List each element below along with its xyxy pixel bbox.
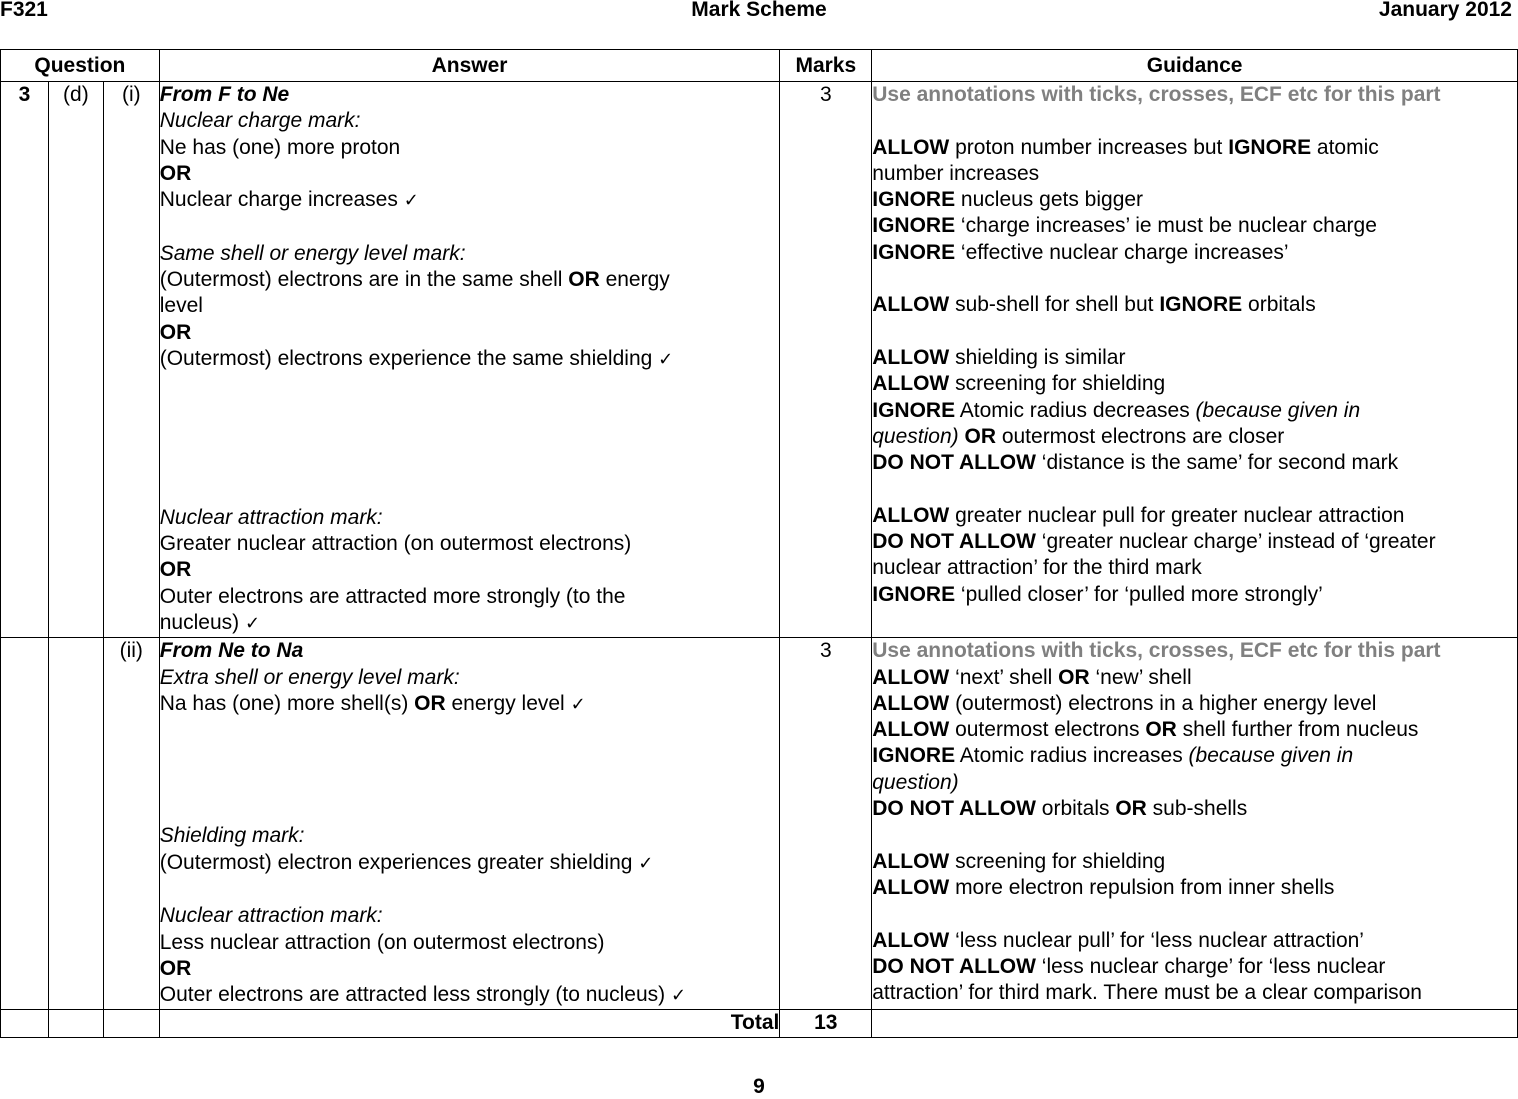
text-line	[872, 849, 1517, 875]
text-run: Na has (one) more shell(s)	[159, 691, 415, 715]
text-run: outermost electrons	[949, 718, 1146, 742]
text-run: IGNORE	[1159, 293, 1243, 317]
text-run: number increases	[872, 161, 1040, 185]
text-run: question)	[872, 770, 959, 794]
text-run: DO NOT ALLOW	[872, 797, 1036, 821]
text-line	[872, 582, 1517, 608]
question-header: Question	[1, 50, 160, 82]
table-header-row	[1, 50, 1518, 82]
text-run: OR	[159, 558, 192, 582]
text-run: Outer electrons are attracted less strongly (to nucleus)	[159, 983, 671, 1007]
text-run: ‘new’ shell	[1089, 665, 1192, 689]
text-run: (Outermost) electrons experience the same shielding	[159, 346, 659, 370]
text-run: ‘distance is the same’ for second mark	[1035, 451, 1399, 475]
text-run: OR	[159, 956, 192, 980]
text-line	[872, 503, 1517, 529]
text-line	[872, 928, 1517, 954]
text-run: Shielding mark:	[159, 824, 305, 848]
text-line	[160, 82, 780, 108]
text-line	[872, 371, 1517, 397]
text-run: greater nuclear pull for greater nuclear attraction	[949, 503, 1405, 527]
text-run: ALLOW	[872, 372, 950, 396]
text-run: DO NOT ALLOW	[872, 530, 1036, 554]
text-run: ‘less nuclear pull’ for ‘less nuclear attraction’	[949, 928, 1364, 952]
text-run: (Outermost) electron experiences greater shielding	[159, 850, 639, 874]
text-line	[160, 214, 780, 240]
text-run: ‘charge increases’ ie must be nuclear charge	[955, 214, 1377, 238]
text-line	[160, 293, 780, 319]
text-run: (because given in	[1188, 744, 1354, 768]
text-run: Outer electrons are attracted more strongly (to the	[159, 584, 626, 608]
annotation-note: Use annotations with ticks, crosses, ECF etc for this part	[872, 83, 1441, 106]
text-run: OR	[159, 161, 192, 185]
checkmark-icon: ✓	[244, 612, 261, 634]
text-run: IGNORE	[872, 240, 956, 264]
text-run: From F to Ne	[159, 83, 290, 106]
text-run: nucleus gets bigger	[955, 188, 1144, 212]
text-line	[160, 665, 780, 691]
text-line	[872, 529, 1517, 555]
text-run: outermost electrons are closer	[995, 424, 1285, 448]
text-run: DO NOT ALLOW	[872, 451, 1036, 475]
text-run: attraction’ for third mark. There must be a clear comparison	[872, 981, 1422, 1005]
text-line	[872, 345, 1517, 371]
text-run: ALLOW	[872, 849, 950, 873]
text-line	[160, 850, 780, 877]
text-line	[160, 426, 780, 452]
text-line	[872, 108, 1517, 134]
text-run: Nuclear attraction mark:	[159, 505, 383, 529]
text-run: Same shell or energy level mark:	[159, 241, 466, 265]
text-run: Greater nuclear attraction (on outermost electrons)	[159, 532, 632, 556]
text-line	[872, 450, 1517, 476]
total-row	[1, 1010, 1518, 1037]
marks-header: Marks	[780, 50, 872, 82]
text-run: nuclear attraction’ for the third mark	[872, 556, 1202, 580]
exam-date: January 2012	[1378, 0, 1512, 21]
text-line	[872, 135, 1517, 161]
question-part	[48, 638, 103, 1010]
text-run: ALLOW	[872, 928, 950, 952]
paper-code: F321	[0, 0, 48, 21]
text-line	[160, 346, 780, 373]
text-line	[160, 691, 780, 718]
empty-cell	[872, 1010, 1518, 1037]
marks-cell: 3	[780, 82, 872, 638]
text-line	[160, 108, 780, 134]
text-line	[872, 240, 1517, 266]
text-run: energy level	[445, 691, 571, 715]
mark-scheme-table	[0, 49, 1518, 1038]
question-number	[1, 638, 49, 1010]
empty-cell	[1, 1010, 49, 1037]
text-line	[872, 901, 1517, 927]
text-run: OR	[964, 424, 996, 448]
checkmark-icon: ✓	[403, 190, 419, 212]
answer-header: Answer	[159, 50, 780, 82]
text-line	[160, 505, 780, 531]
text-line	[160, 956, 780, 982]
text-run: ‘next’ shell	[949, 665, 1059, 689]
text-run: Atomic radius increases	[955, 744, 1189, 768]
text-run: OR	[159, 320, 192, 344]
text-run: ALLOW	[872, 718, 950, 742]
text-run: From Ne to Na	[159, 639, 304, 663]
text-line	[160, 718, 780, 744]
text-line	[160, 823, 780, 849]
text-run: ALLOW	[872, 293, 950, 317]
text-line	[872, 980, 1517, 1006]
text-line	[872, 875, 1517, 901]
text-line	[160, 744, 780, 770]
total-marks: 13	[780, 1010, 872, 1037]
checkmark-icon: ✓	[658, 348, 674, 370]
text-run: IGNORE	[872, 398, 956, 422]
question-subpart: (ii)	[103, 638, 159, 1010]
text-run: Nuclear attraction mark:	[159, 904, 383, 928]
text-line	[160, 267, 780, 293]
text-run: OR	[568, 268, 600, 292]
text-line	[872, 717, 1517, 743]
text-line	[872, 161, 1517, 187]
question-part: (d)	[48, 82, 103, 638]
text-line	[872, 822, 1517, 848]
text-line	[872, 476, 1517, 502]
document-title: Mark Scheme	[691, 0, 827, 21]
text-run: ALLOW	[872, 691, 950, 715]
text-run: IGNORE	[872, 188, 956, 212]
text-run: sub-shells	[1146, 797, 1248, 821]
text-run: ALLOW	[872, 875, 950, 899]
text-run: more electron repulsion from inner shells	[949, 875, 1335, 899]
text-line	[160, 161, 780, 187]
text-run: ‘pulled closer’ for ‘pulled more strongly’	[955, 582, 1323, 606]
text-run: (Outermost) electrons are in the same shell	[159, 268, 569, 292]
text-run: Nuclear charge mark:	[159, 109, 361, 133]
text-line	[872, 292, 1517, 318]
text-line	[160, 638, 780, 664]
question-subpart: (i)	[103, 82, 159, 638]
text-run: ALLOW	[872, 665, 950, 689]
text-line	[160, 241, 780, 267]
text-line	[160, 478, 780, 504]
text-run: ALLOW	[872, 503, 950, 527]
text-line	[872, 691, 1517, 717]
text-line	[872, 770, 1517, 796]
text-run: shielding is similar	[949, 345, 1126, 369]
text-run: Extra shell or energy level mark:	[159, 665, 460, 689]
text-line	[872, 424, 1517, 450]
text-line	[160, 930, 780, 956]
text-run: orbitals	[1242, 293, 1316, 317]
text-run: OR	[414, 691, 446, 715]
text-run: ‘greater nuclear charge’ instead of ‘greater	[1035, 530, 1436, 554]
text-run: OR	[1058, 665, 1090, 689]
text-run: Nuclear charge increases	[159, 188, 404, 212]
text-line	[872, 796, 1517, 822]
text-run: ALLOW	[872, 135, 950, 159]
checkmark-icon: ✓	[670, 985, 687, 1007]
text-run: Atomic radius decreases	[955, 398, 1196, 422]
checkmark-icon: ✓	[638, 852, 654, 874]
text-run: question)	[872, 424, 959, 448]
text-line	[160, 187, 780, 214]
question-number: 3	[1, 82, 49, 638]
text-line	[160, 610, 780, 637]
text-line	[160, 982, 780, 1009]
empty-cell	[48, 1010, 103, 1037]
text-run: screening for shielding	[949, 372, 1166, 396]
text-run: (because given in	[1195, 398, 1361, 422]
answer-cell	[159, 82, 780, 638]
text-run: atomic	[1311, 135, 1379, 159]
text-run: orbitals	[1035, 797, 1116, 821]
text-line	[160, 135, 780, 161]
text-line	[872, 954, 1517, 980]
answer-cell	[159, 638, 780, 1010]
checkmark-icon: ✓	[570, 693, 586, 715]
text-run: sub-shell for shell but	[949, 293, 1160, 317]
text-run: energy	[599, 268, 670, 292]
text-line	[160, 584, 780, 610]
text-run: IGNORE	[872, 214, 956, 238]
text-run: OR	[1145, 718, 1177, 742]
text-line	[872, 555, 1517, 581]
marks-cell: 3	[780, 638, 872, 1010]
page-number: 9	[753, 1075, 765, 1098]
guidance-cell	[872, 638, 1518, 1010]
text-line	[872, 398, 1517, 424]
text-run: DO NOT ALLOW	[872, 954, 1036, 978]
text-line	[872, 187, 1517, 213]
text-run: ‘effective nuclear charge increases’	[955, 240, 1289, 264]
text-line	[160, 531, 780, 557]
text-run: IGNORE	[872, 744, 956, 768]
text-line	[872, 743, 1517, 769]
empty-cell	[103, 1010, 159, 1037]
text-line	[160, 877, 780, 903]
text-line	[160, 373, 780, 399]
text-line	[160, 903, 780, 929]
text-line	[872, 319, 1517, 345]
text-run: ‘less nuclear charge’ for ‘less nuclear	[1035, 954, 1386, 978]
text-run: IGNORE	[1228, 135, 1312, 159]
text-run: IGNORE	[872, 582, 956, 606]
text-run: ALLOW	[872, 345, 950, 369]
text-line	[160, 400, 780, 426]
total-label: Total	[159, 1010, 780, 1037]
text-run: shell further from nucleus	[1176, 718, 1419, 742]
text-run: nucleus)	[159, 610, 245, 634]
table-row	[1, 82, 1518, 638]
text-run: (outermost) electrons in a higher energy level	[949, 691, 1377, 715]
text-run: proton number increases but	[949, 135, 1229, 159]
text-run: level	[159, 294, 203, 318]
text-line	[160, 452, 780, 478]
text-run: Less nuclear attraction (on outermost electrons)	[159, 930, 605, 954]
text-run: screening for shielding	[949, 849, 1166, 873]
text-line	[160, 557, 780, 583]
annotation-note: Use annotations with ticks, crosses, ECF etc for this part	[872, 639, 1441, 663]
text-line	[872, 266, 1517, 292]
text-line	[872, 213, 1517, 239]
text-run: OR	[1115, 797, 1147, 821]
text-run: Ne has (one) more proton	[159, 135, 401, 159]
text-line	[160, 771, 780, 797]
table-row	[1, 638, 1518, 1010]
text-line	[872, 665, 1517, 691]
text-line	[872, 638, 1517, 664]
text-line	[160, 320, 780, 346]
text-line	[160, 797, 780, 823]
text-line	[872, 82, 1517, 108]
guidance-cell	[872, 82, 1518, 638]
guidance-header: Guidance	[872, 50, 1518, 82]
